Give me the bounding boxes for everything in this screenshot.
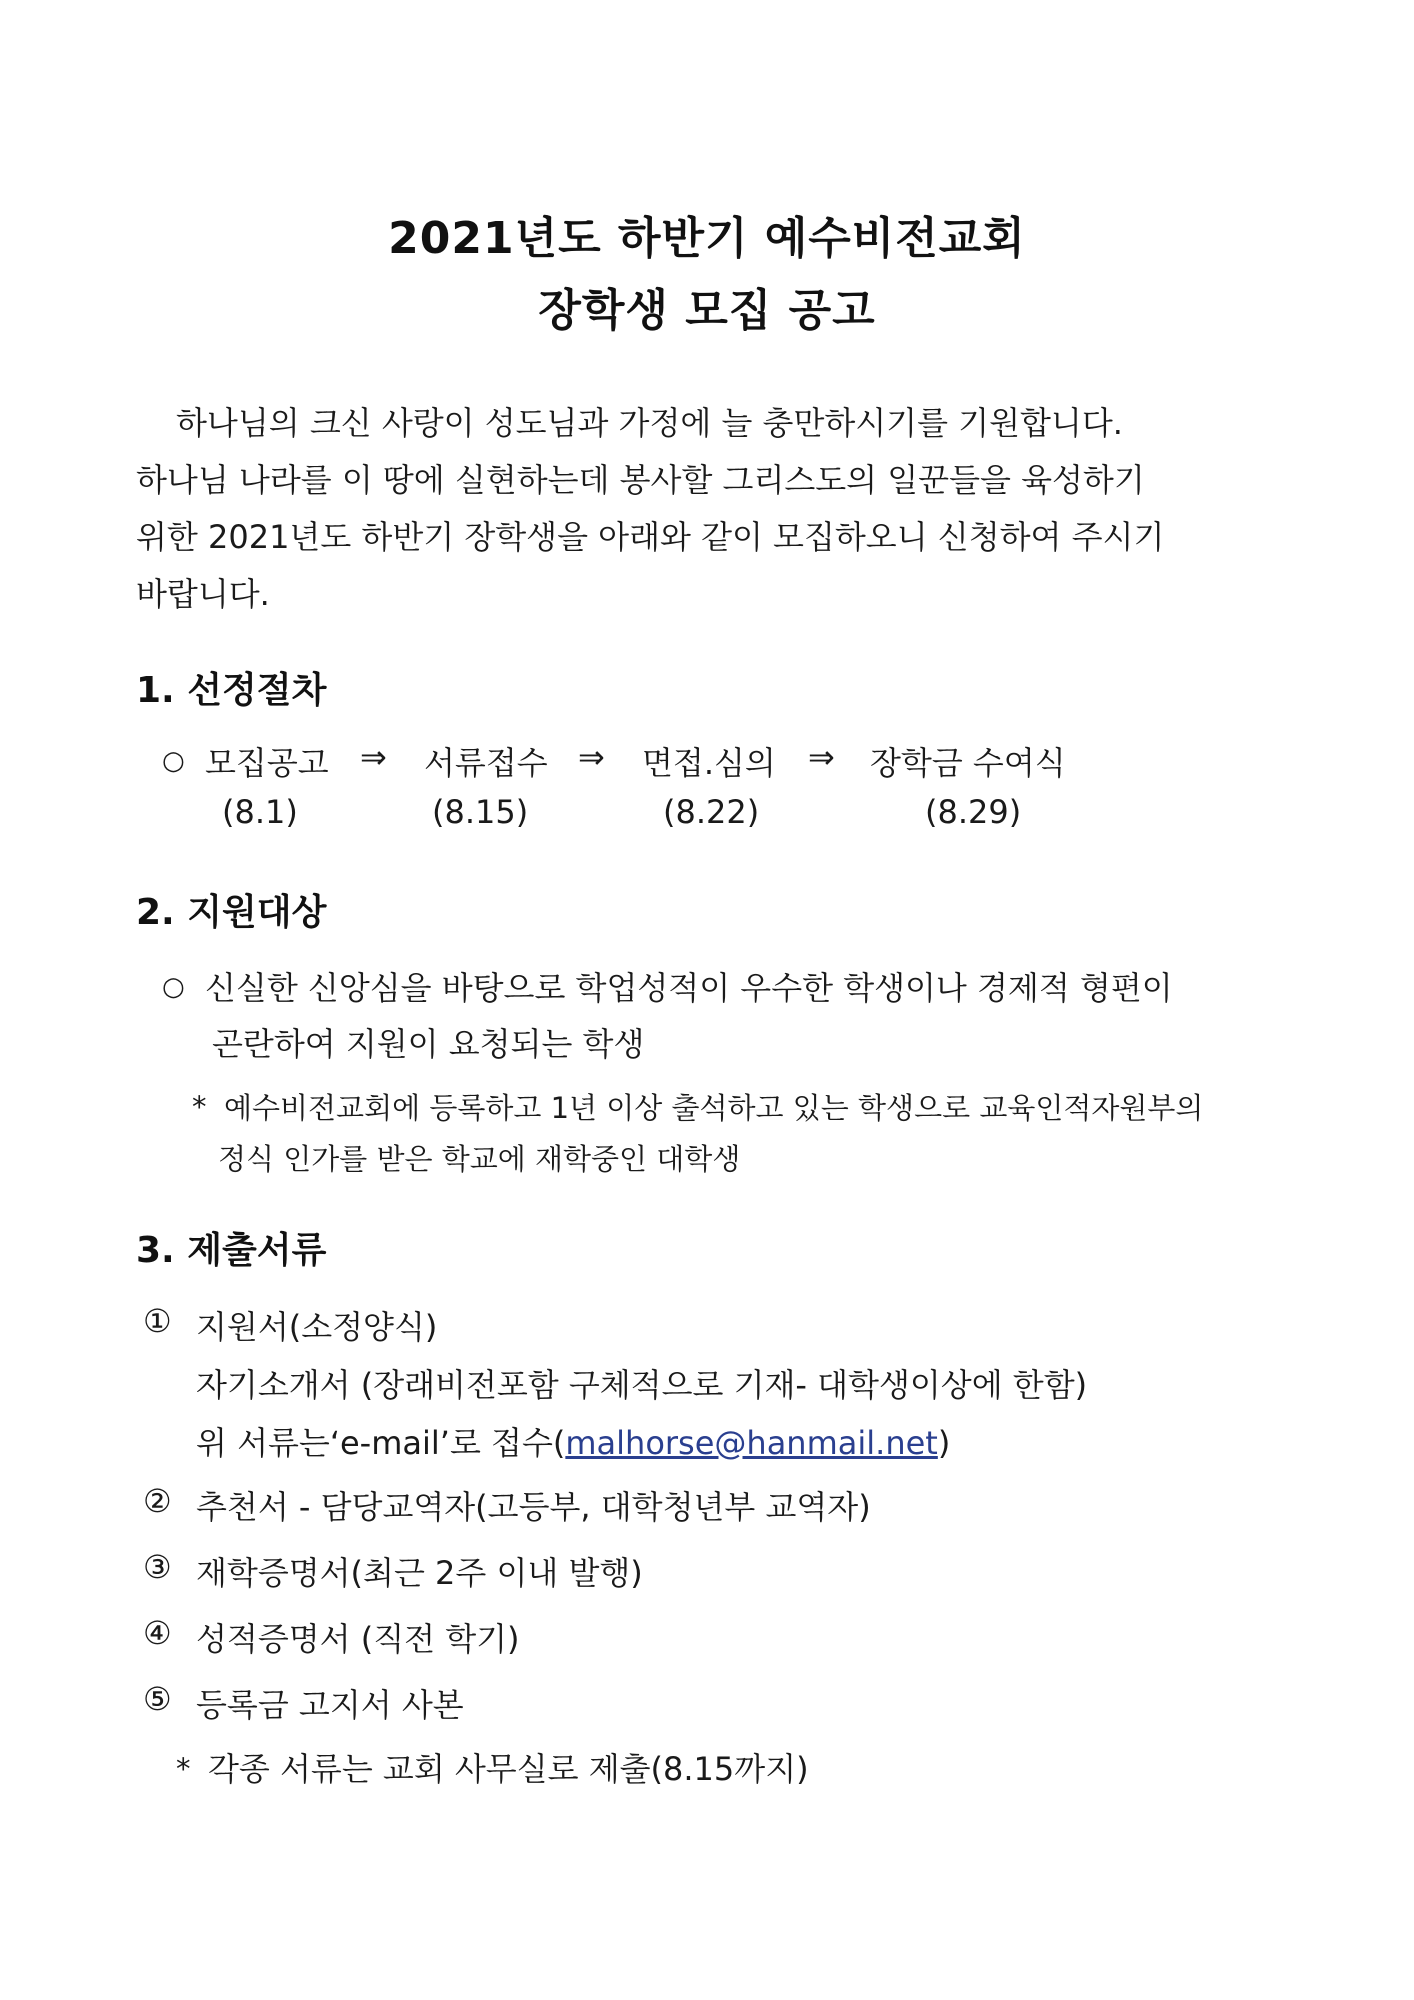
footnote-mark: * xyxy=(176,1752,191,1786)
intro-line-3: 위한 2021년도 하반기 장학생을 아래와 같이 모집하오니 신청하여 주시기 xyxy=(136,518,1165,556)
arrow-icon: ⇒ xyxy=(578,738,605,776)
footnote-text: 각종 서류는 교회 사무실로 제출(8.15까지) xyxy=(208,1750,809,1788)
item-1-sub-2-suffix: ) xyxy=(937,1424,951,1462)
section-2-note-line-1: 예수비전교회에 등록하고 1년 이상 출석하고 있는 학생으로 교육인적자원부의 xyxy=(224,1091,1204,1125)
item-4-text: 성적증명서 (직전 학기) xyxy=(196,1620,520,1658)
item-2-text: 추천서 - 담당교역자(고등부, 대학청년부 교역자) xyxy=(196,1488,871,1526)
section-2-note-mark: * xyxy=(192,1090,207,1124)
email-link[interactable]: malhorse@hanmail.net xyxy=(565,1424,938,1462)
step-1-label: 모집공고 xyxy=(205,744,329,782)
step-2-date: (8.15) xyxy=(432,793,529,831)
step-2-label: 서류접수 xyxy=(424,744,548,782)
arrow-icon: ⇒ xyxy=(360,738,387,776)
arrow-icon: ⇒ xyxy=(808,738,835,776)
item-1-sub-2 xyxy=(196,1418,950,1464)
item-1-number: ① xyxy=(143,1302,172,1340)
section-2-heading: 2. 지원대상 xyxy=(136,892,327,933)
item-4-number: ④ xyxy=(143,1614,172,1652)
intro-line-4: 바랍니다. xyxy=(136,575,270,613)
step-3-date: (8.22) xyxy=(663,793,760,831)
section-1-bullet: ○ xyxy=(162,746,185,776)
document-title-line2: 장학생 모집 공고 xyxy=(538,285,876,336)
step-3-label: 면접.심의 xyxy=(642,744,776,782)
step-1-date: (8.1) xyxy=(222,793,298,831)
item-3-number: ③ xyxy=(143,1548,172,1586)
item-1-text: 지원서(소정양식) xyxy=(196,1308,438,1346)
document-title-line1: 2021년도 하반기 예수비전교회 xyxy=(388,213,1026,264)
section-2-note-line-2: 정식 인가를 받은 학교에 재학중인 대학생 xyxy=(218,1142,741,1176)
item-1-sub-1: 자기소개서 (장래비전포함 구체적으로 기재- 대학생이상에 한함) xyxy=(196,1366,1088,1404)
section-2-line-2: 곤란하여 지원이 요청되는 학생 xyxy=(212,1025,645,1063)
section-2-bullet: ○ xyxy=(162,972,185,1002)
item-1-sub-2-prefix: 위 서류는‘e-mail’로 접수( xyxy=(196,1424,566,1462)
step-4-date: (8.29) xyxy=(925,793,1022,831)
item-3-text: 재학증명서(최근 2주 이내 발행) xyxy=(196,1554,643,1592)
section-3-heading: 3. 제출서류 xyxy=(136,1230,327,1271)
step-4-label: 장학금 수여식 xyxy=(870,744,1066,782)
item-5-number: ⑤ xyxy=(143,1680,172,1718)
section-1-heading: 1. 선정절차 xyxy=(136,670,327,711)
section-2-line-1: 신실한 신앙심을 바탕으로 학업성적이 우수한 학생이나 경제적 형편이 xyxy=(205,969,1173,1007)
intro-line-1: 하나님의 크신 사랑이 성도님과 가정에 늘 충만하시기를 기원합니다. xyxy=(176,404,1123,442)
item-2-number: ② xyxy=(143,1482,172,1520)
item-5-text: 등록금 고지서 사본 xyxy=(196,1686,464,1724)
intro-line-2: 하나님 나라를 이 땅에 실현하는데 봉사할 그리스도의 일꾼들을 육성하기 xyxy=(136,461,1145,499)
